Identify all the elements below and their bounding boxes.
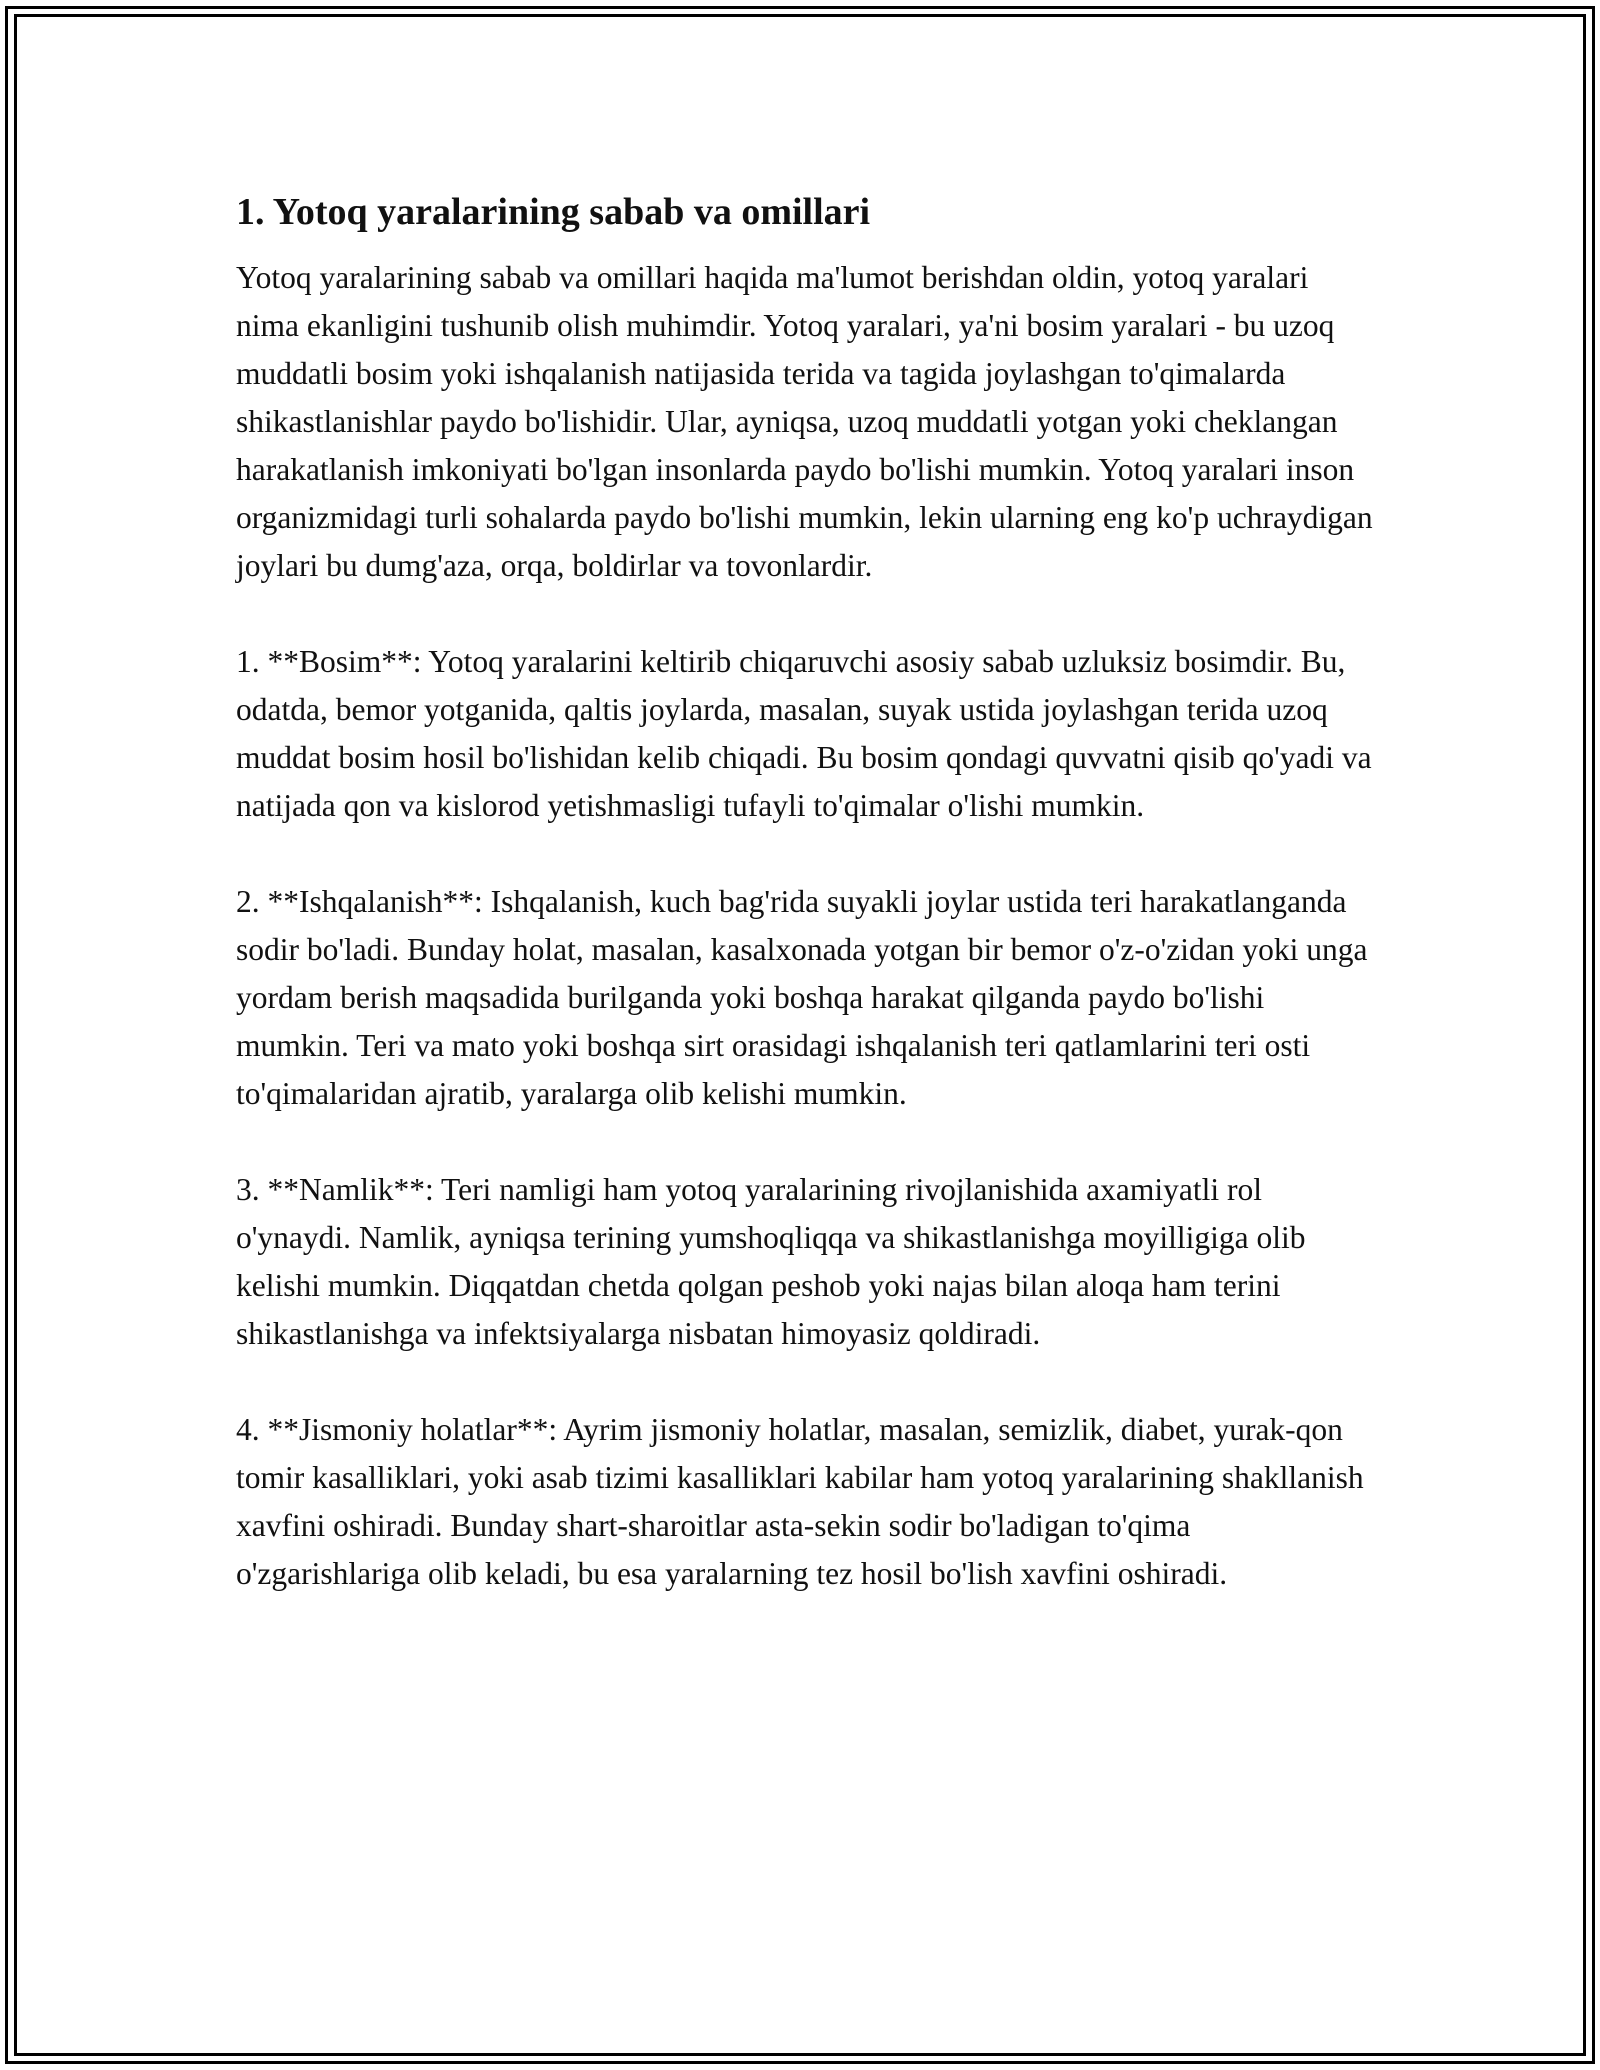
- section-title: 1. Yotoq yaralarining sabab va omillari: [236, 191, 871, 233]
- document-body: [236, 186, 1376, 1598]
- list-item-physical-conditions: 4. **Jismoniy holatlar**: Ayrim jismoniy holatlar, masalan, semizlik, diabet, yurak-qon tomir kasalliklari, yoki asab tizimi kasalliklari kabilar ham yotoq yaralarining shakllanish xavfini oshiradi. Bunday shart-sharoitlar asta-sekin sodir bo'ladigan to'qima o'zgarishlariga olib keladi, bu esa yaralarning tez hosil bo'lish xavfini oshiradi.: [236, 1412, 1364, 1591]
- intro-paragraph: Yotoq yaralarining sabab va omillari haqida ma'lumot berishdan oldin, yotoq yaralari nima ekanligini tushunib olish muhimdir. Yotoq yaralari, ya'ni bosim yaralari - bu uzoq muddatli bosim yoki ishqalanish natijasida terida va tagida joylashgan to'qimalarda shikastlanishlar paydo bo'lishidir. Ular, ayniqsa, uzoq muddatli yotgan yoki cheklangan harakatlanish imkoniyati bo'lgan insonlarda paydo bo'lishi mumkin. Yotoq yaralari inson organizmidagi turli sohalarda paydo bo'lishi mumkin, lekin ularning eng ko'p uchraydigan joylari bu dumg'aza, orqa, boldirlar va tovonlardir.: [236, 260, 1373, 583]
- list-item-pressure: 1. **Bosim**: Yotoq yaralarini keltirib chiqaruvchi asosiy sabab uzluksiz bosimdir. Bu, odatda, bemor yotganida, qaltis joylarda, masalan, suyak ustida joylashgan terida uzoq muddat bosim hosil bo'lishidan kelib chiqadi. Bu bosim qondagi quvvatni qisib qo'yadi va natijada qon va kislorod yetishmasligi tufayli to'qimalar o'lishi mumkin.: [236, 644, 1372, 823]
- list-item-moisture: 3. **Namlik**: Teri namligi ham yotoq yaralarining rivojlanishida axamiyatli rol o'ynaydi. Namlik, ayniqsa terining yumshoqliqqa va shikastlanishga moyilligiga olib kelishi mumkin. Diqqatdan chetda qolgan peshob yoki najas bilan aloqa ham terini shikastlanishga va infektsiyalarga nisbatan himoyasiz qoldiradi.: [236, 1172, 1306, 1351]
- list-item-friction: 2. **Ishqalanish**: Ishqalanish, kuch bag'rida suyakli joylar ustida teri harakatlanganda sodir bo'ladi. Bunday holat, masalan, kasalxonada yotgan bir bemor o'z-o'zidan yoki unga yordam berish maqsadida burilganda yoki boshqa harakat qilganda paydo bo'lishi mumkin. Teri va mato yoki boshqa sirt orasidagi ishqalanish teri qatlamlarini teri osti to'qimalaridan ajratib, yaralarga olib kelishi mumkin.: [236, 884, 1368, 1111]
